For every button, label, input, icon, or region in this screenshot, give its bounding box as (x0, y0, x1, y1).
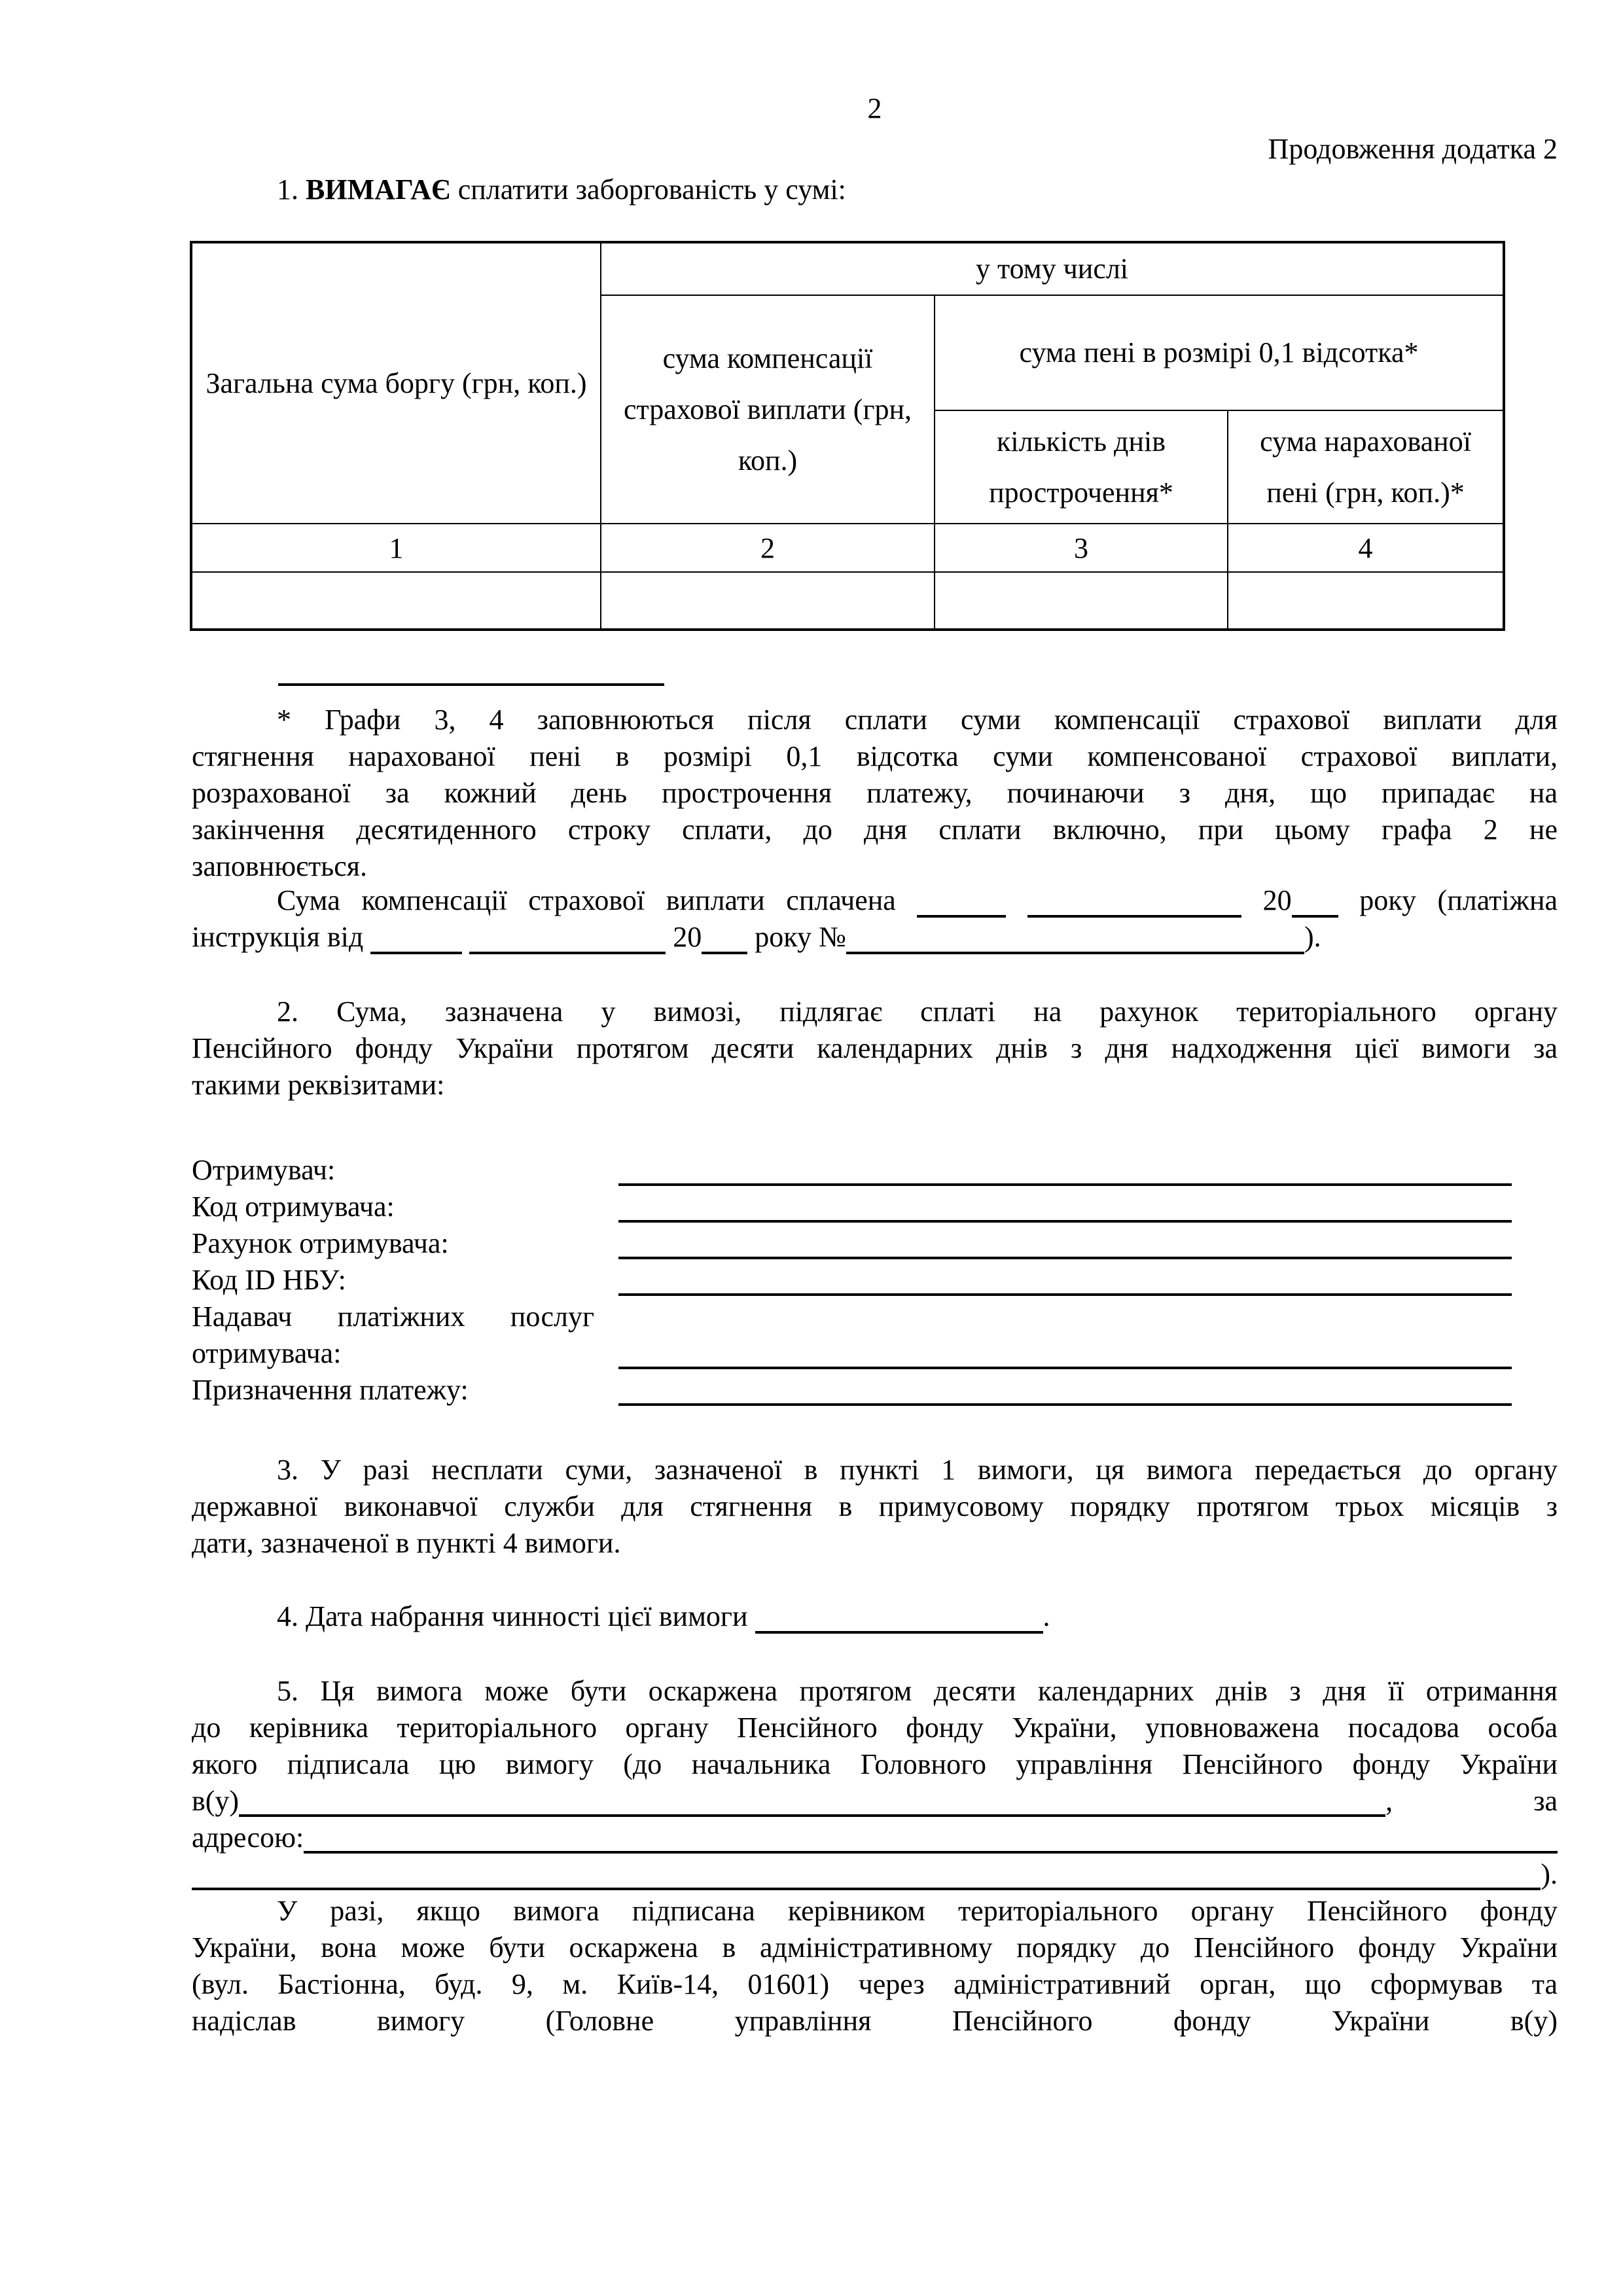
table-column-number-4: 4 (1228, 524, 1504, 572)
payment-line2-tail: ). (1304, 921, 1321, 953)
debt-table (190, 241, 1505, 631)
demand-intro-line (192, 171, 1623, 208)
receiver-account-blank-line (618, 1257, 1512, 1259)
appeal-line: У разі, якщо вимога підписана керівником територіального органу Пенсійного фонду (277, 1895, 1558, 1927)
point-5-vu: в(у) (192, 1785, 240, 1817)
appeal-line: (вул. Бастіонна, буд. 9, м. Київ-14, 01601) через адміністративний орган, що сформував та (192, 1968, 1558, 2000)
payment-line2-mid: року № (755, 921, 846, 953)
debt-table-container (190, 241, 1505, 631)
payment-provider-blank-line (618, 1367, 1512, 1369)
requisite-row-payment-purpose (192, 1372, 1558, 1408)
payment-purpose-blank-line (618, 1403, 1512, 1406)
payment-line1-text: Сума компенсації страхової виплати сплачена (277, 884, 896, 916)
footnote-line: розрахованої за кожний день прострочення платежу, починаючи з дня, що припадає на (192, 777, 1558, 809)
payment-year-prefix-2: 20 (673, 921, 702, 953)
point-5-closing: ). (1541, 1858, 1558, 1890)
page-number: 2 (867, 92, 882, 124)
receiver-code-blank-line (618, 1220, 1512, 1223)
payment-paragraph (192, 882, 1558, 956)
point-5-address-line (192, 1820, 1558, 1856)
payment-year-prefix: 20 (1262, 884, 1292, 916)
requisite-row-receiver (192, 1152, 1558, 1189)
table-column-number-2: 2 (601, 524, 935, 572)
payment-line1-tail: року (платіжна (1359, 884, 1558, 916)
table-header-days-overdue: кількість днів прострочення* (935, 410, 1228, 524)
payment-day-blank (917, 895, 1006, 918)
instruction-year-blank (702, 932, 747, 954)
requisite-row-payment-provider-2 (192, 1335, 1558, 1372)
payment-line-2 (192, 919, 1558, 956)
point-5-line: до керівника територіального органу Пенсійного фонду України, уповноважена посадова особа (192, 1712, 1558, 1744)
nbu-id-blank-line (618, 1293, 1512, 1296)
authority-name-blank (239, 1812, 1385, 1817)
point-5-comma: , (1385, 1785, 1393, 1817)
appeal-paragraph (192, 1893, 1558, 2039)
requisite-row-receiver-code (192, 1189, 1558, 1225)
footnote-line: * Графи 3, 4 заповнюються після сплати суми компенсації страхової виплати для (277, 704, 1558, 736)
table-header-total-debt: Загальна сума боргу (грн, коп.) (191, 242, 601, 524)
table-empty-cell-2 (601, 572, 935, 630)
appendix-continuation-label: Продовження додатка 2 (1268, 133, 1558, 165)
table-column-number-3: 3 (935, 524, 1228, 572)
point-5-line: 5. Ця вимога може бути оскаржена протягом десяти календарних днів з дня її отримання (277, 1675, 1558, 1707)
demand-intro-rest: сплатити заборгованість у сумі: (457, 173, 846, 206)
footnote-separator (278, 683, 664, 686)
table-header-including: у тому числі (601, 242, 1504, 295)
requisite-label: Отримувач: (192, 1154, 336, 1186)
footnote-line: закінчення десятиденного строку сплати, до дня сплати включно, при цьому графа 2 не (192, 814, 1558, 846)
receiver-blank-line (618, 1183, 1512, 1186)
point-5-paragraph (192, 1673, 1558, 1893)
point-4-tail: . (1043, 1600, 1050, 1632)
point-5-vu-line (192, 1783, 1558, 1820)
requisite-label: отримувача: (192, 1337, 342, 1369)
requisite-row-nbu-id (192, 1262, 1558, 1299)
payment-line-1 (192, 882, 1558, 919)
footnote-paragraph (192, 702, 1558, 885)
point-4-line (192, 1598, 1623, 1635)
point-3-line: державної виконавчої служби для стягнення в примусовому порядку протягом трьох місяців з (192, 1490, 1558, 1522)
point-3-line: 3. У разі несплати суми, зазначеної в пункті 1 вимоги, ця вимога передається до органу (277, 1454, 1558, 1486)
table-column-number-1: 1 (191, 524, 601, 572)
appeal-line: України, вона може бути оскаржена в адміністративному порядку до Пенсійного фонду України (192, 1931, 1558, 1964)
point-5-closing-line (192, 1856, 1558, 1893)
effective-date-blank (755, 1611, 1043, 1634)
point-4-text: 4. Дата набрання чинності цієї вимоги (277, 1600, 748, 1632)
address-blank-2 (192, 1885, 1541, 1890)
point-2-line: Пенсійного фонду України протягом десяти календарних днів з дня надходження цієї вимоги за (192, 1032, 1558, 1064)
table-header-compensation: сума компенсації страхової виплати (грн, коп.) (601, 295, 935, 524)
payment-month-blank (1027, 895, 1241, 918)
requisite-row-payment-provider (192, 1299, 1558, 1335)
point-2-paragraph (192, 994, 1558, 1103)
instruction-day-blank (370, 932, 462, 954)
requisite-label: Рахунок отримувача: (192, 1227, 449, 1259)
requisite-label: Код ID НБУ: (192, 1264, 346, 1296)
point-5-za: за (1533, 1785, 1558, 1817)
requisite-row-receiver-account (192, 1225, 1558, 1262)
footnote-line: стягнення нарахованої пені в розмірі 0,1 відсотка суми компенсованої страхової виплати, (192, 740, 1558, 772)
point-5-address-label: адресою: (192, 1821, 304, 1854)
table-header-accrued-penalty: сума нарахованої пені (грн, коп.)* (1228, 410, 1504, 524)
payment-line2-text: інструкція від (192, 921, 364, 953)
point-2-line: такими реквізитами: (192, 1069, 445, 1101)
demand-intro-number: 1. (277, 173, 298, 206)
table-empty-cell-3 (935, 572, 1228, 630)
table-empty-cell-4 (1228, 572, 1504, 630)
requisites-block (192, 1152, 1558, 1408)
address-blank (304, 1848, 1558, 1854)
instruction-number-blank (846, 932, 1304, 954)
point-2-line: 2. Сума, зазначена у вимозі, підлягає сплаті на рахунок територіального органу (277, 996, 1558, 1028)
demand-intro-bold: ВИМАГАЄ (306, 173, 451, 206)
appeal-line: надіслав вимогу (Головне управління Пенсійного фонду України в(у) (192, 2005, 1558, 2037)
requisite-label: Надавач платіжних послуг (192, 1300, 594, 1333)
point-3-paragraph (192, 1452, 1558, 1562)
requisite-label: Код отримувача: (192, 1191, 395, 1223)
instruction-month-blank (469, 932, 666, 954)
requisite-label: Призначення платежу: (192, 1374, 469, 1406)
table-header-penalty: сума пені в розмірі 0,1 відсотка* (935, 295, 1504, 410)
table-empty-cell-1 (191, 572, 601, 630)
point-3-line: дати, зазначеної в пункті 4 вимоги. (192, 1527, 621, 1559)
footnote-line: заповнюється. (192, 850, 368, 882)
point-5-line: якого підписала цю вимогу (до начальника Головного управління Пенсійного фонду України (192, 1748, 1558, 1780)
payment-year-blank (1292, 895, 1338, 918)
